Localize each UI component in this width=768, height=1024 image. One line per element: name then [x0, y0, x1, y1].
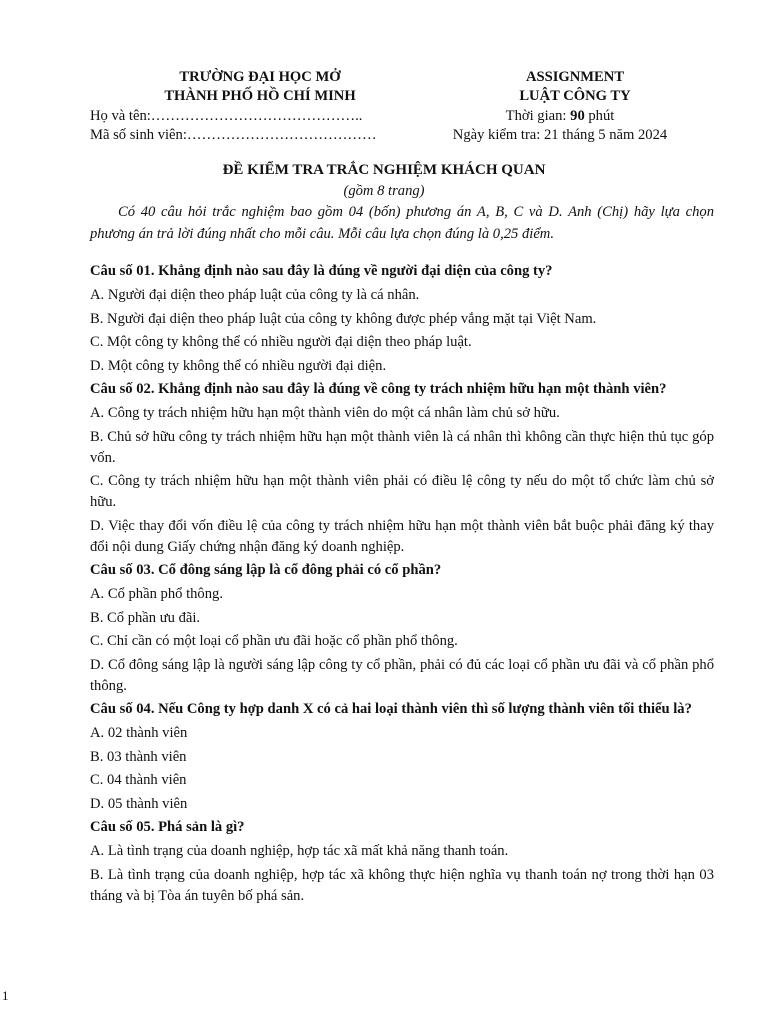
answer-option: B. Là tình trạng của doanh nghiệp, hợp tác xã không thực hiện nghĩa vụ thanh toán nợ trong thời hạn 03 tháng và bị Tòa án tuyên bố phá sản.	[90, 866, 714, 904]
question-text: Câu số 04. Nếu Công ty hợp danh X có cả hai loại thành viên thì số lượng thành viên tối thiểu là?	[90, 701, 692, 717]
question-text: Câu số 05. Phá sản là gì?	[90, 819, 245, 835]
answer-option: D. Một công ty không thể có nhiều người đại diện.	[90, 357, 387, 374]
answer-option: B. 03 thành viên	[90, 748, 187, 765]
school-name-line2: THÀNH PHỐ HỒ CHÍ MINH	[164, 88, 356, 104]
answer-option: C. Công ty trách nhiệm hữu hạn một thành viên phải có điều lệ công ty nếu do một tổ chức làm chủ sở hữu.	[90, 473, 714, 510]
exam-date: Ngày kiểm tra: 21 tháng 5 năm 2024	[452, 127, 668, 143]
exam-title: ĐỀ KIỂM TRA TRẮC NGHIỆM KHÁCH QUAN	[222, 162, 546, 178]
question-block	[90, 261, 714, 377]
exam-duration	[400, 107, 720, 126]
name-field: Họ và tên:……………………………………..	[90, 108, 363, 124]
question-block	[90, 379, 714, 558]
student-info	[90, 107, 720, 145]
exam-instructions: Có 40 câu hỏi trắc nghiệm bao gồm 04 (bốn) phương án A, B, C và D. Anh (Chị) hãy lựa chọn phương án trả lời đúng nhất cho mỗi câu. Mỗi câu lựa chọn đúng là 0,25 điểm.	[90, 204, 714, 242]
answer-option: C. 04 thành viên	[90, 772, 187, 788]
answer-option: D. Cổ đông sáng lập là người sáng lập công ty cổ phần, phải có đủ các loại cổ phần ưu đãi và cổ phần phổ thông.	[90, 656, 714, 694]
answer-option: A. 02 thành viên	[90, 725, 188, 741]
subject-title: LUẬT CÔNG TY	[519, 88, 631, 104]
question-block	[90, 817, 714, 907]
assignment-label: ASSIGNMENT	[525, 69, 625, 85]
answer-option: A. Người đại diện theo pháp luật của công ty là cá nhân.	[90, 287, 420, 303]
school-name-line1: TRƯỜNG ĐẠI HỌC MỞ	[179, 69, 341, 85]
answer-option: B. Cổ phần ưu đãi.	[90, 609, 201, 626]
answer-option: A. Là tình trạng của doanh nghiệp, hợp tác xã mất khả năng thanh toán.	[90, 843, 509, 859]
answer-option: D. Việc thay đổi vốn điều lệ của công ty trách nhiệm hữu hạn một thành viên bắt buộc phải đăng ký thay đổi nội dung Giấy chứng nhận đăng ký doanh nghiệp.	[90, 517, 714, 555]
answer-option: A. Cổ phần phổ thông.	[90, 586, 223, 602]
duration-unit: phút	[584, 108, 615, 124]
answer-option: C. Một công ty không thể có nhiều người đại diện theo pháp luật.	[90, 334, 472, 350]
answer-option: B. Chủ sở hữu công ty trách nhiệm hữu hạn một thành viên là cá nhân thì không cần thực hiện thủ tục góp vốn.	[90, 428, 714, 466]
page-count-note: (gồm 8 trang)	[343, 183, 425, 199]
question-list	[90, 261, 714, 909]
question-block	[90, 699, 714, 815]
duration-value: 90	[570, 108, 585, 124]
answer-option: C. Chỉ cần có một loại cổ phần ưu đãi hoặc cổ phần phổ thông.	[90, 633, 458, 649]
question-text: Câu số 02. Khẳng định nào sau đây là đúng về công ty trách nhiệm hữu hạn một thành viên?	[90, 381, 667, 397]
question-text: Câu số 01. Khẳng định nào sau đây là đúng về người đại diện của công ty?	[90, 263, 553, 279]
question-block	[90, 560, 714, 697]
student-id-field: Mã số sinh viên:…………………………………	[90, 127, 377, 143]
duration-label: Thời gian:	[505, 108, 571, 124]
answer-option: D. 05 thành viên	[90, 795, 188, 812]
document-header	[90, 68, 720, 106]
answer-option: A. Công ty trách nhiệm hữu hạn một thành viên do một cá nhân làm chủ sở hữu.	[90, 405, 560, 421]
question-text: Câu số 03. Cổ đông sáng lập là cổ đông phải có cổ phần?	[90, 562, 442, 578]
page-number: 1	[2, 988, 9, 1003]
answer-option: B. Người đại diện theo pháp luật của công ty không được phép vắng mặt tại Việt Nam.	[90, 310, 597, 327]
